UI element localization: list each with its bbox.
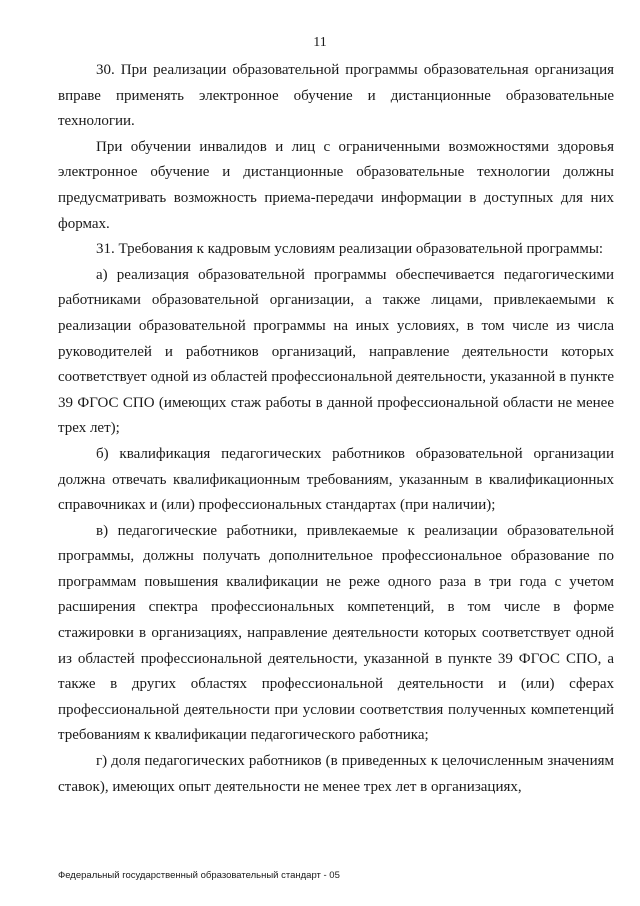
footer-text: Федеральный государственный образовательный стандарт - 05 [58, 870, 340, 881]
page-number: 11 [313, 35, 327, 50]
paragraph-31-b: б) квалификация педагогических работников образовательной организации должна отвечать квалификационным требованиям, указанным в квалификационных справочниках и (или) профессиональных стандартах (при наличии); [58, 445, 614, 514]
paragraph-31-g: г) доля педагогических работников (в приведенных к целочисленным значениям ставок), имеющих опыт деятельности не менее трех лет в организациях, [58, 753, 614, 795]
paragraph-31-v: в) педагогические работники, привлекаемые к реализации образовательной программы, должны получать дополнительное профессиональное образование по программам повышения квалификации не реже одного раза в три года с учетом расширения спектра профессиональных компетенций, в том числе в форме стажировки в организациях, направление деятельности которых соответствует одной из областей профессиональной деятельности, указанной в пункте 39 ФГОС СПО, а также в других областях профессиональной деятельности и (или) сферах профессиональной деятельности при условии соответствия полученных компетенций требованиям к квалификации педагогического работника; [58, 522, 614, 744]
paragraph-31-a: а) реализация образовательной программы обеспечивается педагогическими работниками образовательной организации, а также лицами, привлекаемыми к реализации образовательной программы на иных условиях, в том числе из числа руководителей и работников организаций, направление деятельности которых соответствует одной из областей профессиональной деятельности, указанной в пункте 39 ФГОС СПО (имеющих стаж работы в данной профессиональной области не менее трех лет); [58, 266, 614, 437]
paragraph-31: 31. Требования к кадровым условиям реализации образовательной программы: [96, 241, 604, 258]
paragraph-30: 30. При реализации образовательной программы образовательная организация вправе применять электронное обучение и дистанционные образовательные технологии. [58, 62, 614, 130]
paragraph-disabled-learners: При обучении инвалидов и лиц с ограниченными возможностями здоровья электронное обучение и дистанционные образовательные технологии должны предусматривать возможность приема-передачи информации в доступных для них формах. [58, 138, 614, 232]
document-body [58, 58, 614, 800]
